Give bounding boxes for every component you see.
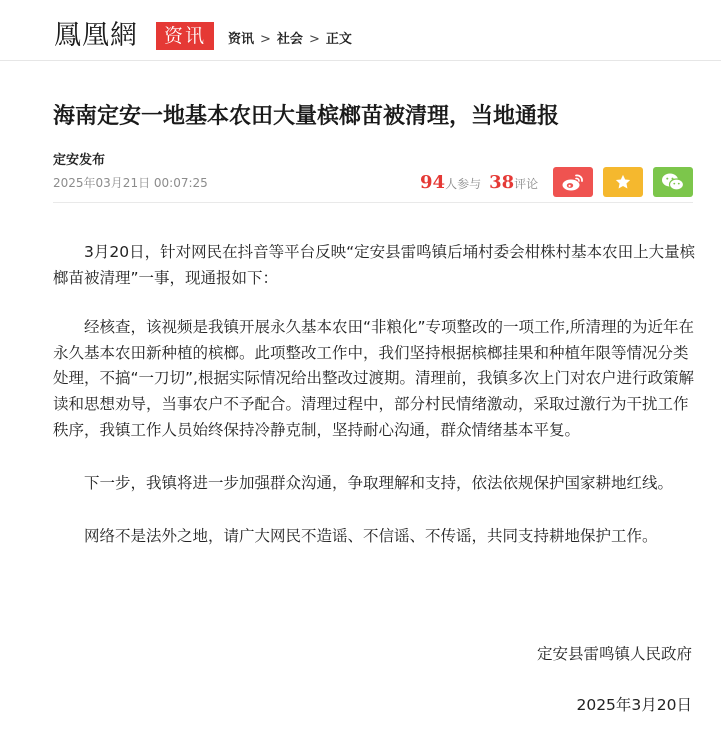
site-logo[interactable]: 鳳凰網: [54, 20, 138, 51]
breadcrumb: [228, 31, 352, 49]
breadcrumb-separator: >: [308, 32, 320, 47]
comments-label[interactable]: 评论: [514, 177, 539, 191]
share-wechat-button[interactable]: [653, 167, 693, 197]
share-weibo-button[interactable]: [553, 167, 593, 197]
channel-logo[interactable]: 资讯: [156, 22, 214, 50]
article-signature: 定安县雷鸣镇人民政府: [536, 645, 692, 663]
article-source[interactable]: 定安发布: [53, 153, 106, 168]
article-body: [53, 240, 698, 549]
wechat-icon: [661, 172, 685, 192]
article-stats: [420, 172, 538, 195]
article-paragraph: 下一步，我镇将进一步加强群众沟通，争取理解和支持，依法依规保护国家耕地红线。: [84, 474, 674, 493]
weibo-icon: [561, 172, 585, 192]
meta-divider: [53, 202, 693, 203]
star-icon: [614, 173, 632, 191]
article-timestamp: 2025年03月21日 00:07:25: [53, 176, 208, 190]
breadcrumb-news[interactable]: 资讯: [228, 32, 255, 47]
article-title: 海南定安一地基本农田大量槟榔苗被清理，当地通报: [53, 104, 560, 129]
site-header: [0, 0, 721, 61]
breadcrumb-society[interactable]: 社会: [276, 32, 303, 47]
comments-count[interactable]: 38: [489, 172, 515, 193]
article-paragraph: 3月20日，针对网民在抖音等平台反映“定安县雷鸣镇后埇村委会柑株村基本农田上大量槟榔苗被清理”一事，现通报如下：: [53, 243, 696, 287]
breadcrumb-current: 正文: [325, 32, 352, 47]
breadcrumb-separator: >: [260, 32, 271, 47]
participants-count[interactable]: 94: [420, 172, 446, 193]
favorite-button[interactable]: [603, 167, 643, 197]
participants-label: 人参与: [445, 177, 482, 191]
article-paragraph: 网络不是法外之地，请广大网民不造谣、不信谣、不传谣，共同支持耕地保护工作。: [84, 526, 658, 545]
article-date: 2025年3月20日: [576, 696, 692, 714]
article-paragraph: 经核查，该视频是我镇开展永久基本农田“非粮化”专项整改的一项工作,所清理的为近年在永久基本农田新种植的槟榔。此项整改工作中，我们坚持根据槟榔挂果和种植年限等情况分类处理，不搞“一刀切”,根据实际情况给出整改过渡期。清理前，我镇多次上门对农户进行政策解读和思想劝导，当事农户不予配合。清理过程中，部分村民情绪激动，采取过激行为干扰工作秩序，我镇工作人员始终保持冷静克制，坚持耐心沟通，群众情绪基本平复。: [53, 318, 694, 439]
